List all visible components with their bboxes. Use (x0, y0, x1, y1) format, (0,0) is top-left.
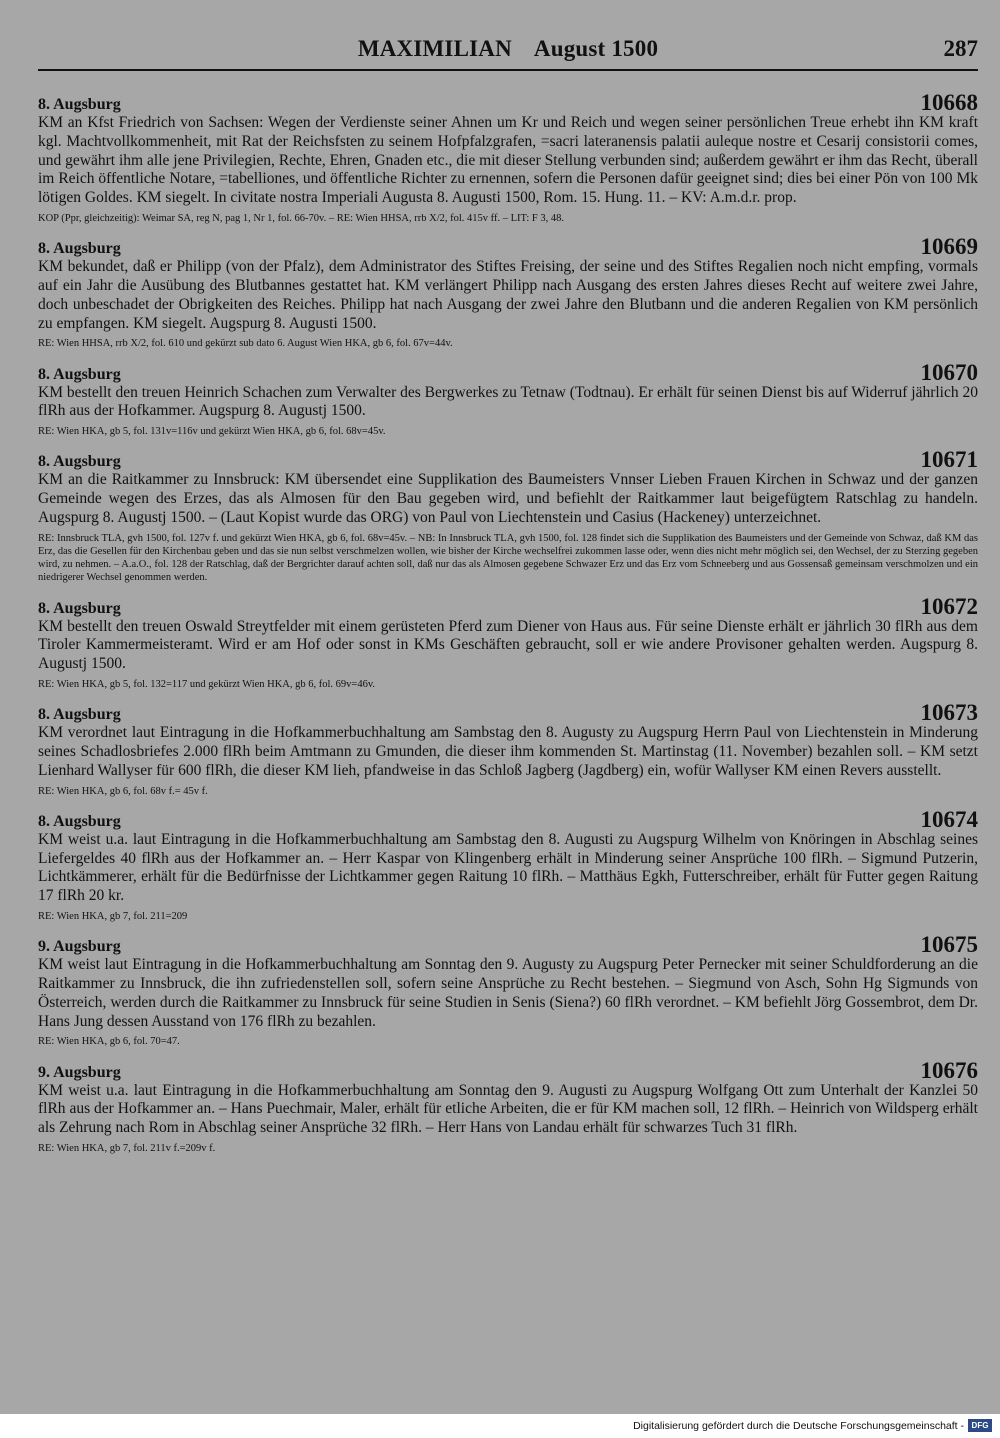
entry-text: KM weist u.a. laut Eintragung in die Hofkammerbuchhaltung am Sambstag den 8. Augusti zu Augspurg Wilhelm von Knöringen in Abschlag seines Liefergeldes 40 flRh aus der Hofkammer an. – Herr Kaspar von Klingenberg erhält in Minderung seiner Ansprüche 100 flRh. – Sigmund Putzerin, Lichtkämmerer, erhält für die Bedürfnisse der Lichtkammer gegen Raitung 10 flRh. – Matthäus Egkh, Futterschreiber, erhält für Futter gegen Raitung 17 flRh 20 kr. (38, 830, 978, 905)
entry-text: KM bestellt den treuen Heinrich Schachen zum Verwalter des Bergwerkes zu Tetnaw (Todtnau). Er erhält für seinen Dienst bis auf Widerruf jährlich 20 flRh aus der Hofkammer. Augspurg 8. Augustj 1500. (38, 383, 978, 420)
entry-10668 (38, 90, 978, 225)
entry-source-note: RE: Wien HKA, gb 5, fol. 132=117 und gekürzt Wien HKA, gb 6, fol. 69v=46v. (38, 678, 376, 690)
entry-10673 (38, 700, 978, 798)
page-header (38, 36, 978, 76)
entry-date: 8. Augsburg (38, 599, 121, 617)
footer-bar (0, 1414, 1000, 1438)
entry-heading (38, 447, 978, 471)
entry-number: 10671 (920, 447, 978, 473)
entry-date: 8. Augsburg (38, 812, 121, 830)
entry-10671 (38, 447, 978, 584)
entry-text: KM bestellt den treuen Oswald Streytfelder mit einem gerüsteten Pferd zum Diener von Haus aus. Für seine Dienste erhält er jährlich 30 flRh aus dem Tiroler Kammermeisteramt. Wird er am Hof oder sonst in KMs Geschäften gebraucht, soll er wie andere Provisoner gehalten werden. Augspurg 8. Augustj 1500. (38, 617, 978, 673)
entry-number: 10670 (920, 359, 978, 385)
entry-heading (38, 234, 978, 258)
entry-heading (38, 1058, 978, 1082)
entry-source-note: RE: Wien HKA, gb 5, fol. 131v=116v und gekürzt Wien HKA, gb 6, fol. 68v=45v. (38, 426, 386, 438)
entry-10672 (38, 594, 978, 692)
entry-date: 8. Augsburg (38, 240, 121, 258)
entry-heading (38, 90, 978, 114)
entry-text: KM weist u.a. laut Eintragung in die Hofkammerbuchhaltung am Sonntag den 9. Augusti zu Augspurg Wolfgang Ott zum Unterhalt der Kanzlei 50 flRh aus der Hofkammer an. – Hans Puechmair, Maler, erhält für etliche Arbeiten, die er für KM machen soll, 12 flRh. – Heinrich von Wildsperg erhält als Zehrung nach Rom in Abschlag seiner Ansprüche 32 flRh. – Herr Hans von Landau erhält für schwarzes Tuch 31 flRh. (38, 1081, 978, 1137)
entry-heading (38, 360, 978, 384)
entry-date: 8. Augsburg (38, 96, 121, 113)
entry-source-note: RE: Wien HKA, gb 7, fol. 211=209 (38, 910, 188, 922)
entry-10670 (38, 360, 978, 439)
entries-list (38, 90, 978, 1164)
funding-notice: Digitalisierung gefördert durch die Deutsche Forschungsgemeinschaft - (633, 1420, 964, 1432)
entry-text: KM weist laut Eintragung in die Hofkammerbuchhaltung am Sonntag den 9. Augusty zu Augspurg Peter Pernecker mit seiner Schuldforderung an die Raitkammer zu Innsbruck, die ihn zufriedenstellen soll, sofern seine Ansprüche zu Recht bestehen. – Siegmund von Asch, Sohn Hg Sigmunds von Österreich, werden durch die Raitkammer zu Innsbruck für seine Studien in Senis (Siena?) 60 flRh verordnet. – KM befiehlt Jörg Gossembrot, dem Dr. Hans Jung dessen Ausstand von 176 flRh zu bezahlen. (38, 956, 978, 1030)
entry-number: 10672 (920, 593, 978, 619)
entry-heading (38, 594, 978, 618)
entry-source-note: RE: Wien HKA, gb 6, fol. 68v f.= 45v f. (38, 785, 208, 797)
entry-number: 10674 (920, 806, 978, 832)
entry-number: 10673 (920, 700, 978, 726)
entry-source-note: KOP (Ppr, gleichzeitig): Weimar SA, reg N, pag 1, Nr 1, fol. 66-70v. – RE: Wien HHSA, rrb X/2, fol. 415v ff. – LIT: F 3, 48. (38, 212, 565, 224)
entry-text: KM an die Raitkammer zu Innsbruck: KM übersendet eine Supplikation des Baumeisters Vnnser Lieben Frauen Kirchen in Schwaz und der ganzen Gemeinde wegen des Erzes, das als Almosen für den Bau gegeben wird, und befiehlt der Raitkammer laut beigefügtem Ratschlag zu handeln. Augspurg 8. Augustj 1500. – (Laut Kopist wurde das ORG) von Paul von Liechtenstein und Casius (Hackeney) unterzeichnet. (38, 471, 978, 526)
entry-10674 (38, 807, 978, 923)
running-title (38, 36, 978, 62)
entry-source-note: RE: Wien HHSA, rrb X/2, fol. 610 und gekürzt sub dato 6. August Wien HKA, gb 6, fol. 67v=44v. (38, 338, 453, 350)
dfg-logo: DFG (968, 1419, 992, 1432)
entry-number: 10669 (920, 234, 978, 260)
entry-date: 9. Augsburg (38, 1063, 121, 1081)
entry-number: 10676 (920, 1057, 978, 1083)
entry-number: 10668 (920, 90, 978, 115)
entry-10669 (38, 234, 978, 350)
entry-text: KM bekundet, daß er Philipp (von der Pfalz), dem Administrator des Stiftes Freising, der seine und des Stiftes Regalien noch nicht empfing, vormals auf ein Jahr die Ausübung des Blutbannes gestattet hat. KM verlängert Philipp nach Ausgang des ersten Jahres dieses Recht auf weitere zwei Jahre, doch unbeschadet der Obrigkeiten des Reiches. Philipp hat nach Ausgang der zwei Jahre den Blutbann und die anderen Regalien von KM persönlich zu empfangen. KM siegelt. Augspurg 8. Augusti 1500. (38, 258, 978, 332)
entry-source-note: RE: Wien HKA, gb 7, fol. 211v f.=209v f. (38, 1142, 216, 1154)
entry-date: 8. Augsburg (38, 365, 121, 383)
entry-source-note: RE: Innsbruck TLA, gvh 1500, fol. 127v f. und gekürzt Wien HKA, gb 6, fol. 68v=45v. – NB: In Innsbruck TLA, gvh 1500, fol. 128 findet sich die Supplikation des Baumeisters und der Gemeinde von Schwaz, daß KM das Erz, das die Gesellen für den Kirchenbau geben und das sie nun selbst verschmelzen wollen, wie bisher der Kirche wechselfrei zukommen lasse oder, wenn dies nicht mehr möglich sei, den Wechsel, der zu Sterzing gegeben wird, zu nehmen. – A.a.O., fol. 128 der Ratschlag, daß der Bergrichter darauf achten soll, daß nur das als Almosen gegebene Schwazer Erz und das Erz vom Schneeberg und aus Gossensaß gemeinsam verschmolzen und ein niedrigerer Wechsel genommen werden. (38, 532, 978, 584)
entry-10675 (38, 932, 978, 1048)
entry-10676 (38, 1058, 978, 1156)
entry-text: KM verordnet laut Eintragung in die Hofkammerbuchhaltung am Sambstag den 8. Augusty zu Augspurg Herrn Paul von Liechtenstein in Minderung seines Schadlosbriefes 2.000 flRh beim Amtmann zu Gmunden, die dieser ihm kommenden St. Martinstag (11. November) bezahlen soll. – KM setzt Lienhard Wallyser für 600 flRh, die dieser KM lieh, pfandweise in das Schloß Jagberg (Jagdberg) ein, wofür Wallyser KM einen Revers ausstellt. (38, 724, 978, 779)
running-title-right: August 1500 (533, 36, 659, 61)
entry-date: 8. Augsburg (38, 453, 121, 471)
entry-heading (38, 932, 978, 956)
entry-source-note: RE: Wien HKA, gb 6, fol. 70=47. (38, 1036, 180, 1048)
page-number: 287 (943, 36, 978, 61)
entry-text: KM an Kfst Friedrich von Sachsen: Wegen der Verdienste seiner Ahnen um Kr und Reich und wegen seiner persönlichen Treue erhebt ihn KM kraft kgl. Machtvollkommenheit, mit Rat der Reichsfsten zu seinem Hofpfalzgrafen, =sacri lateranensis palatii auleque nostre et Cesarij consistorii comes, und gewährt ihm alle jene Privilegien, Rechte, Ehren, Gnaden etc., die mit dieser Stellung verbunden sind; außerdem gewährt er ihm das Recht, überall im Reich öffentliche Notare, =tabelliones, und öffentliche Richter zu ernennen, sofern die Personen dafür geeignet sind; dies bei einer Pön von 100 Mk lötigen Goldes. KM siegelt. In civitate nostra Imperiali Augusta 8. Augusti 1500, Rom. 15. Hung. 11. – KV: A.m.d.r. prop. (38, 114, 978, 207)
running-title-left: MAXIMILIAN (357, 36, 512, 61)
entry-heading (38, 807, 978, 831)
header-rule (38, 69, 978, 71)
entry-date: 9. Augsburg (38, 938, 121, 956)
entry-heading (38, 700, 978, 724)
entry-number: 10675 (920, 932, 978, 958)
entry-date: 8. Augsburg (38, 706, 121, 724)
